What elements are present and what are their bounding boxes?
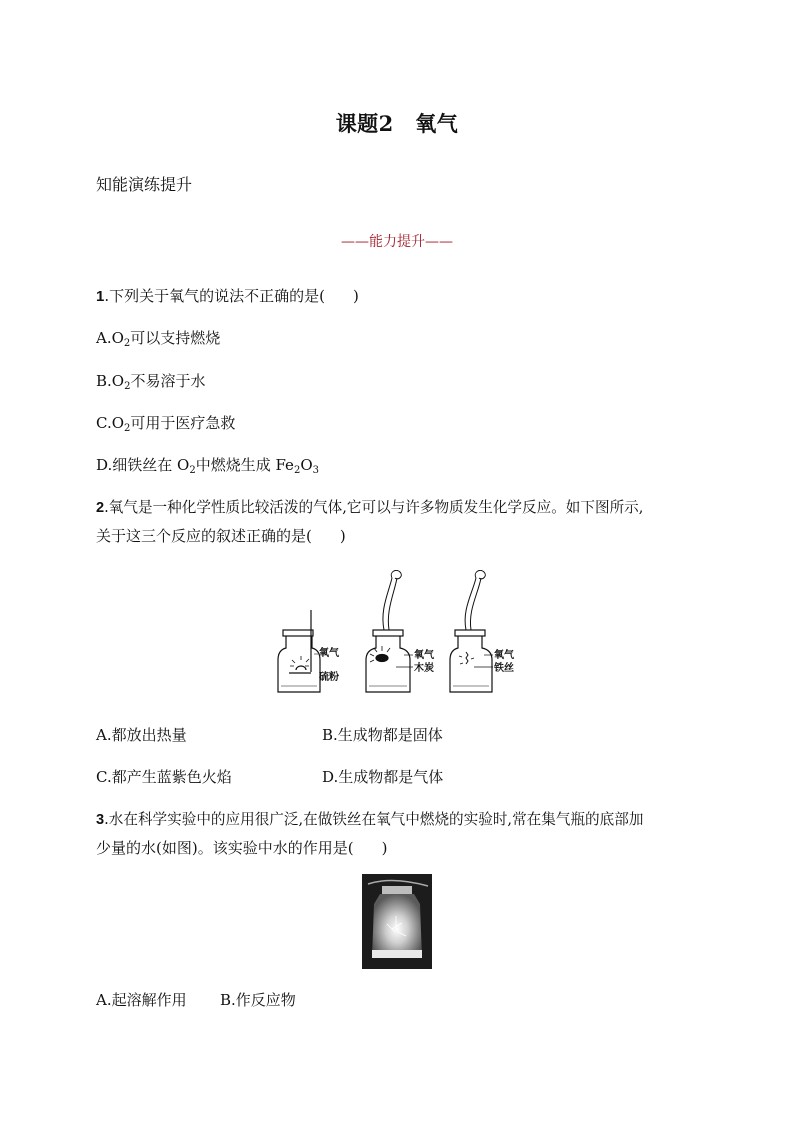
option-text: B.O: [96, 372, 125, 390]
label-jar3-gas: 氧气: [494, 650, 514, 661]
q2-option-d: D.生成物都是气体: [322, 768, 444, 786]
question-number: 3: [96, 812, 105, 828]
subscript: 3: [312, 465, 319, 476]
subscript: 2: [124, 381, 131, 392]
question-text: 关于这三个反应的叙述正确的是(: [96, 527, 312, 545]
q2-option-a: A.都放出热量: [96, 726, 187, 744]
q2-option-b: B.生成物都是固体: [322, 726, 443, 744]
subscript: 2: [124, 423, 131, 434]
option-c: [96, 412, 235, 434]
label-jar1-sub: 硫粉: [319, 672, 339, 683]
close-paren: ): [381, 839, 388, 857]
option-text: O: [300, 456, 313, 474]
close-paren: ): [352, 287, 359, 305]
option-text: 不易溶于水: [130, 372, 206, 390]
option-text: 可以支持燃烧: [130, 329, 221, 347]
jar-iron: [450, 570, 492, 692]
option-a: [96, 327, 220, 349]
subscript: 2: [293, 465, 301, 476]
section-heading: 知能演练提升: [96, 175, 193, 194]
question-3-stem-line1: [96, 808, 643, 829]
question-text: .水在科学实验中的应用很广泛,在做铁丝在氧气中燃烧的实验时,常在集气瓶的底部加: [104, 811, 644, 828]
subsection-heading: ——能力提升——: [341, 234, 453, 250]
question-number: 2: [96, 500, 105, 516]
option-b: [96, 370, 205, 392]
page-title: 课题2 氧气: [335, 111, 459, 136]
jar-charcoal: [366, 570, 410, 692]
option-text: A.O: [96, 329, 124, 347]
question-text: 少量的水(如图)。该实验中水的作用是(: [96, 839, 354, 857]
gas-jar-figure: [272, 570, 522, 698]
question-2-stem-line2: [96, 525, 346, 546]
question-3-stem-line2: [96, 837, 387, 858]
subscript: 2: [189, 465, 196, 476]
subscript: 2: [123, 338, 131, 349]
label-jar1-gas: 氧气: [319, 648, 339, 659]
question-number: 1: [96, 288, 105, 305]
question-text: .下列关于氧气的说法不正确的是(: [104, 287, 325, 305]
question-2-stem-line1: [96, 496, 643, 517]
question-1-stem: [96, 285, 359, 306]
option-text: D.细铁丝在 O: [96, 456, 190, 474]
question-text: .氧气是一种化学性质比较活泼的气体,它可以与许多物质发生化学反应。如下图所示,: [104, 499, 644, 516]
q3-option-a: A.起溶解作用: [96, 991, 187, 1009]
iron-burning-photo: [362, 874, 432, 969]
jar-sulfur: [278, 610, 320, 692]
close-paren: ): [339, 527, 346, 545]
label-jar2-gas: 氧气: [414, 650, 434, 661]
q3-option-b: B.作反应物: [220, 991, 296, 1009]
label-jar2-sub: 木炭: [414, 663, 434, 674]
label-jar3-sub: 铁丝: [494, 663, 514, 674]
q2-option-c: C.都产生蓝紫色火焰: [96, 768, 232, 786]
option-text: 中燃烧生成 Fe: [195, 456, 294, 474]
option-text: 可用于医疗急救: [130, 414, 236, 432]
option-d: [96, 454, 319, 476]
option-text: C.O: [96, 414, 125, 432]
